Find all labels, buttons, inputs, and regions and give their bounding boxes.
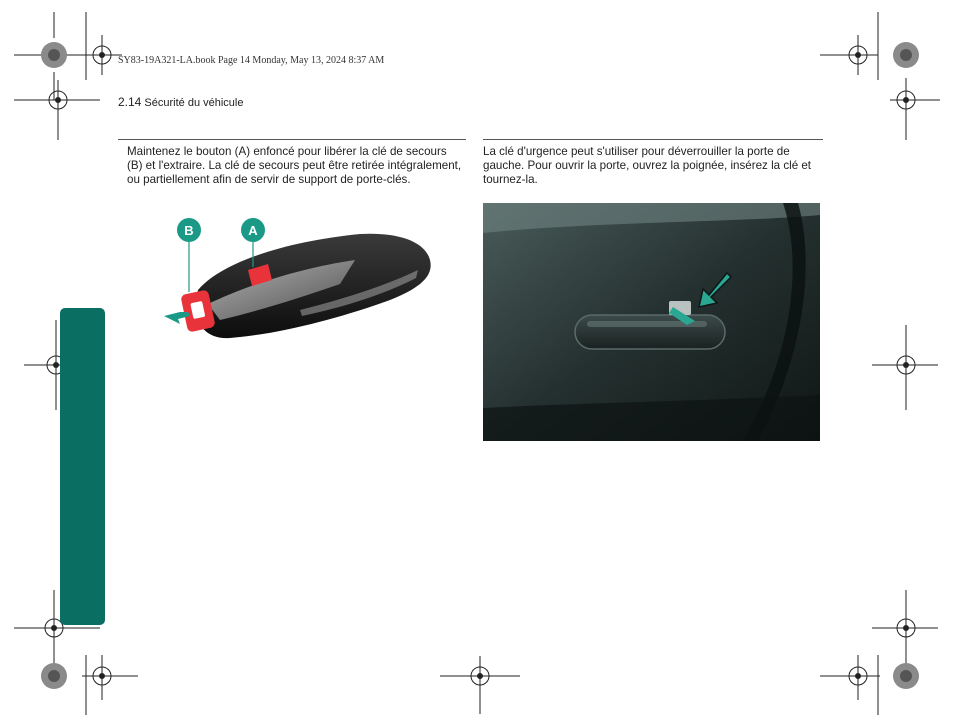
print-header: SY83-19A321-LA.book Page 14 Monday, May 13, 2024 8:37 AM [118, 55, 385, 66]
key-fob-illustration [150, 212, 440, 347]
left-column-rule [118, 139, 466, 140]
left-column-text: Maintenez le bouton (A) enfoncé pour libérer la clé de secours (B) et l'extraire. La clé de secours peut être retirée intégralement, ou partiellement afin de servir de support de porte-clés. [127, 145, 462, 186]
chapter-side-tab [60, 308, 105, 625]
right-column-rule [483, 139, 823, 140]
callout-a-label: A [248, 223, 258, 238]
section-number: 2.14 [118, 95, 142, 109]
section-title: Sécurité du véhicule [144, 97, 244, 109]
door-handle-photo [483, 203, 820, 441]
section-heading [118, 95, 243, 109]
callout-b-label: B [184, 223, 194, 238]
right-column-text: La clé d'urgence peut s'utiliser pour déverrouiller la porte de gauche. Pour ouvrir la porte, ouvrez la poignée, insérez la clé et tournez-la. [483, 145, 812, 186]
